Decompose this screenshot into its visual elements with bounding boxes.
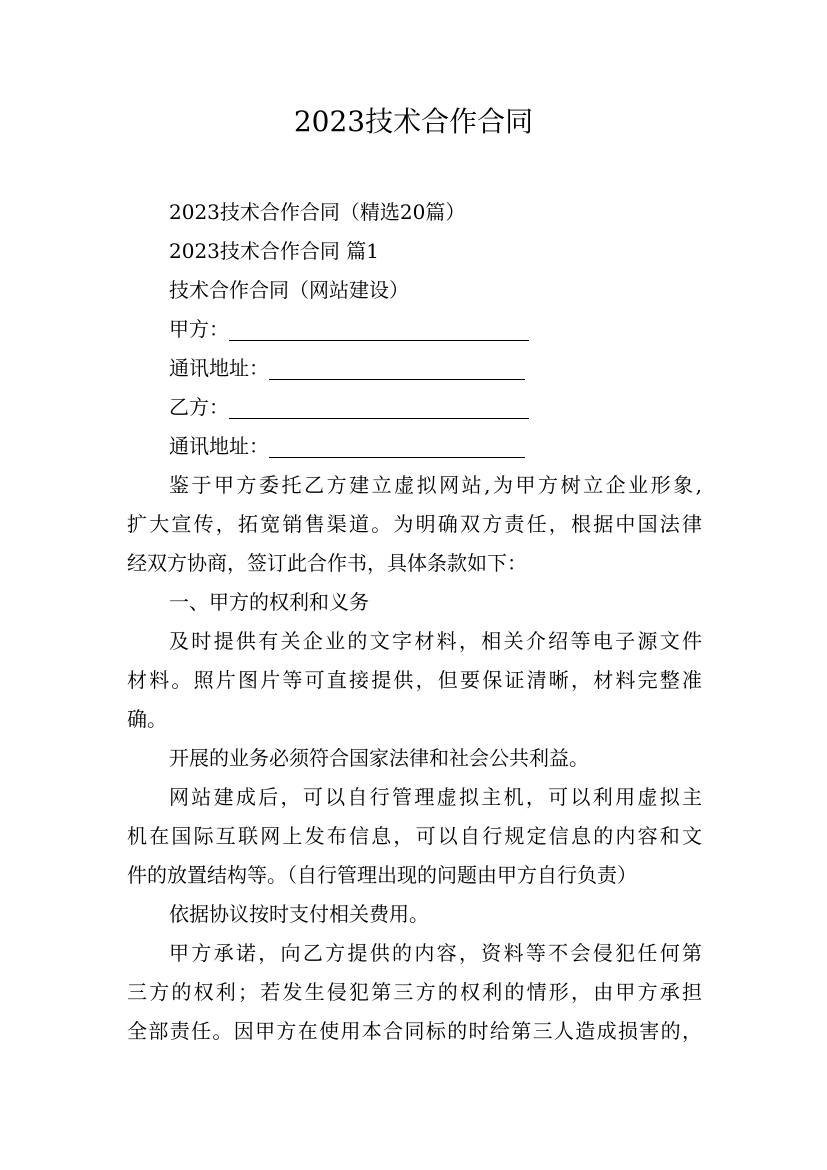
address-a-blank <box>269 355 525 380</box>
paragraph-line: 依据协议按时支付相关费用。 <box>169 902 429 926</box>
paragraph-line: 机在国际互联网上发布信息，可以自行规定信息的内容和文 <box>127 824 702 848</box>
party-b-row <box>127 388 702 427</box>
paragraph-line: 开展的业务必须符合国家法律和社会公共利益。 <box>169 746 589 770</box>
document-body <box>127 193 702 1051</box>
address-a-label: 通讯地址： <box>169 356 269 380</box>
paragraph-line: 三方的权利；若发生侵犯第三方的权利的情形，由甲方承担 <box>127 980 702 1004</box>
party-a-blank <box>229 316 529 341</box>
paragraph-line: 网站建成后，可以自行管理虚拟主机，可以利用虚拟主 <box>169 785 702 809</box>
document-title: 2023技术合作合同 <box>293 105 534 138</box>
address-b-label: 通讯地址： <box>169 434 269 458</box>
address-b-row <box>127 427 702 466</box>
paragraph-line: 全部责任。因甲方在使用本合同标的时给第三人造成损害的， <box>127 1019 702 1043</box>
party-a-row <box>127 310 702 349</box>
section-heading: 2023技术合作合同 篇1 <box>169 239 379 263</box>
subtitle-line: 2023技术合作合同（精选20篇） <box>169 200 466 224</box>
clause-heading: 一、甲方的权利和义务 <box>169 590 369 614</box>
party-b-label: 乙方： <box>169 395 229 419</box>
paragraph-line: 甲方承诺，向乙方提供的内容，资料等不会侵犯任何第 <box>169 941 702 965</box>
paragraph-line: 扩大宣传，拓宽销售渠道。为明确双方责任，根据中国法律 <box>127 512 702 536</box>
paragraph-line: 鉴于甲方委托乙方建立虚拟网站,为甲方树立企业形象, <box>169 473 702 497</box>
party-b-blank <box>229 394 529 419</box>
paragraph-line: 件的放置结构等。（自行管理出现的问题由甲方自行负责） <box>127 863 637 887</box>
party-a-label: 甲方： <box>169 317 229 341</box>
address-a-row <box>127 349 702 388</box>
contract-name: 技术合作合同（网站建设） <box>169 278 409 302</box>
paragraph-line: 经双方协商，签订此合作书，具体条款如下： <box>127 551 527 575</box>
paragraph-line: 材料。照片图片等可直接提供，但要保证清晰，材料完整准 <box>127 668 702 692</box>
paragraph-line: 确。 <box>127 707 167 731</box>
paragraph-line: 及时提供有关企业的文字材料，相关介绍等电子源文件 <box>169 629 702 653</box>
address-b-blank <box>269 433 525 458</box>
